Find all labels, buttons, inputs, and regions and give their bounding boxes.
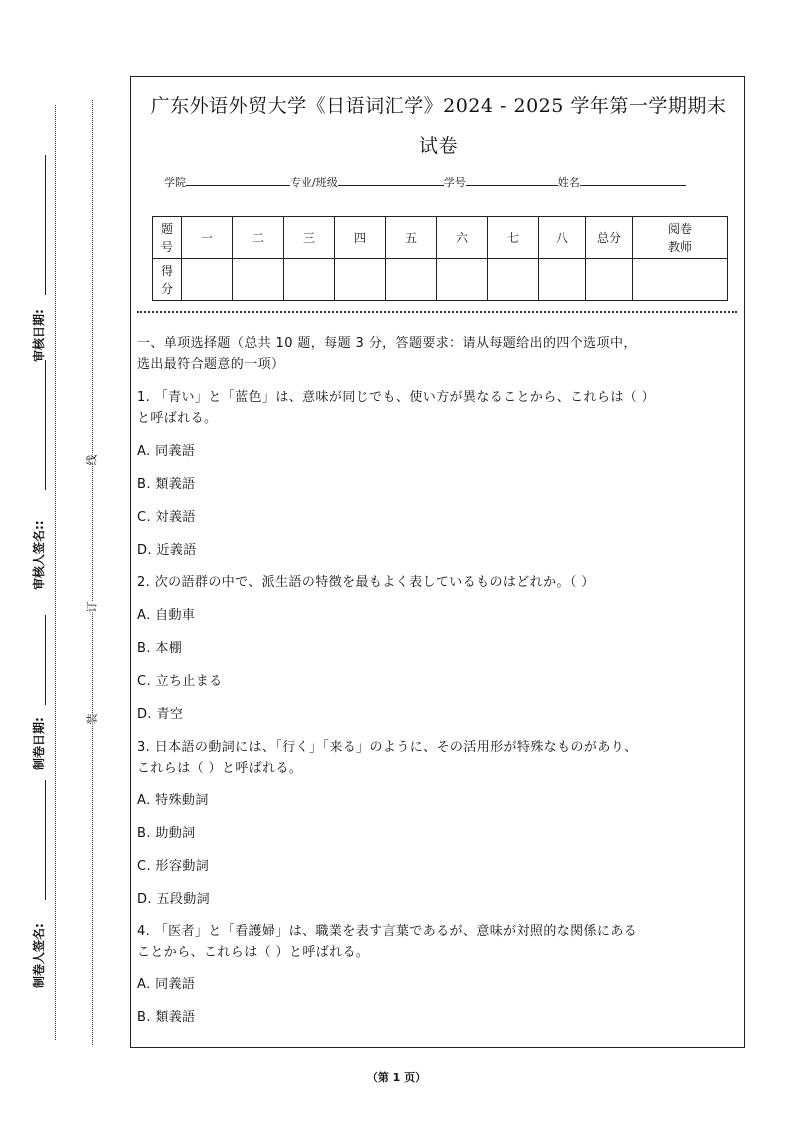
question-2-stem: 2. 次の語群の中で、派生語の特徴を最もよく表しているものはどれか。（ ） (137, 575, 595, 590)
question-4-stem: 4. 「医者」と「看護婦」は、職業を表す言葉であるが、意味が対照的な関係にある (137, 924, 638, 939)
score-cell-7[interactable] (488, 259, 539, 301)
question-3 (137, 737, 741, 779)
score-header-8: 八 (539, 217, 586, 259)
score-header-5: 五 (386, 217, 437, 259)
option-4a[interactable]: A. 同義語 (137, 977, 196, 992)
binding-line (92, 100, 93, 1045)
college-field[interactable] (186, 174, 290, 186)
question-1 (137, 387, 741, 429)
option-2d[interactable]: D. 青空 (137, 707, 184, 722)
score-header-6: 六 (437, 217, 488, 259)
score-cell-1[interactable] (182, 259, 233, 301)
name-label: 姓名 (557, 176, 580, 189)
option-1a[interactable]: A. 同義語 (137, 444, 196, 459)
score-cell-6[interactable] (437, 259, 488, 301)
option-4b[interactable]: B. 類義語 (137, 1010, 196, 1025)
section-heading: 一、单项选择题（总共 10 题，每题 3 分，答题要求：请从每题给出的四个选项中， 选出最符合题意的一项） (137, 336, 637, 372)
question-3-stem: 3. 日本語の動詞には、「行く」「来る」のように、その活用形が特殊なものがあり、 (137, 740, 638, 755)
question-3-stem-cont: これらは（ ）と呼ばれる。 (137, 761, 303, 776)
name-field[interactable] (580, 174, 686, 186)
binding-mark-line: 线 (82, 455, 102, 466)
college-label: 学院 (164, 176, 186, 189)
option-2c[interactable]: C. 立ち止まる (137, 674, 223, 689)
option-3c[interactable]: C. 形容動詞 (137, 859, 210, 874)
major-class-field[interactable] (338, 174, 444, 186)
score-header-4: 四 (335, 217, 386, 259)
page-number: （第 1 页） (366, 1071, 427, 1084)
question-1-stem: 1. 「青い」と「蓝色」は、意味が同じでも、使い方が異なることから、これらは（ ） (137, 390, 656, 405)
approver-signature-label: 审核人签名:: (32, 520, 46, 590)
question-4-stem-cont: ことから、これらは（ ）と呼ばれる。 (137, 945, 370, 960)
option-1d[interactable]: D. 近義語 (137, 543, 197, 558)
question-1-stem-cont: と呼ばれる。 (137, 411, 218, 426)
score-cell-3[interactable] (284, 259, 335, 301)
score-header-7: 七 (488, 217, 539, 259)
maker-signature-blank[interactable] (45, 780, 46, 900)
score-cell-total[interactable] (586, 259, 633, 301)
option-3a[interactable]: A. 特殊動詞 (137, 793, 209, 808)
score-header-2: 二 (233, 217, 284, 259)
score-cell-grader[interactable] (633, 259, 728, 301)
score-cell-8[interactable] (539, 259, 586, 301)
score-cell-5[interactable] (386, 259, 437, 301)
student-id-label: 学号 (443, 176, 466, 189)
score-header-1: 一 (182, 217, 233, 259)
question-4 (137, 921, 741, 963)
score-row-label: 得分 (153, 259, 182, 301)
option-3d[interactable]: D. 五段動詞 (137, 892, 211, 907)
student-id-field[interactable] (466, 174, 558, 186)
option-2b[interactable]: B. 本棚 (137, 641, 183, 656)
score-header-total: 总分 (586, 217, 633, 259)
score-cell-2[interactable] (233, 259, 284, 301)
approver-signature-blank[interactable] (45, 360, 46, 490)
binding-mark-staple: 订 (82, 602, 102, 613)
major-class-label: 专业/班级 (290, 176, 338, 189)
maker-signature-label: 制卷人签名: (32, 923, 46, 988)
exam-title-line2: 试卷 (418, 135, 458, 157)
binding-mark-bind: 装 (82, 714, 102, 725)
section-separator (137, 311, 737, 313)
student-info-row (164, 174, 686, 190)
exam-frame (130, 76, 745, 1048)
option-1c[interactable]: C. 対義語 (137, 510, 196, 525)
score-table (152, 216, 728, 301)
score-header-grader: 阅卷教师 (633, 217, 728, 259)
approval-date-blank[interactable] (45, 155, 46, 295)
option-3b[interactable]: B. 助動詞 (137, 826, 196, 841)
approval-date-label: 审核日期: (32, 309, 46, 362)
option-1b[interactable]: B. 類義語 (137, 477, 196, 492)
exam-title: 广东外语外贸大学《日语词汇学》2024 - 2025 学年第一学期期末 (150, 95, 727, 117)
making-date-blank[interactable] (45, 615, 46, 705)
making-date-label: 制卷日期: (32, 717, 46, 770)
score-header-3: 三 (284, 217, 335, 259)
score-header-question-no: 题号 (153, 217, 182, 259)
option-2a[interactable]: A. 自動車 (137, 608, 196, 623)
signature-column-line (55, 105, 56, 1040)
score-cell-4[interactable] (335, 259, 386, 301)
